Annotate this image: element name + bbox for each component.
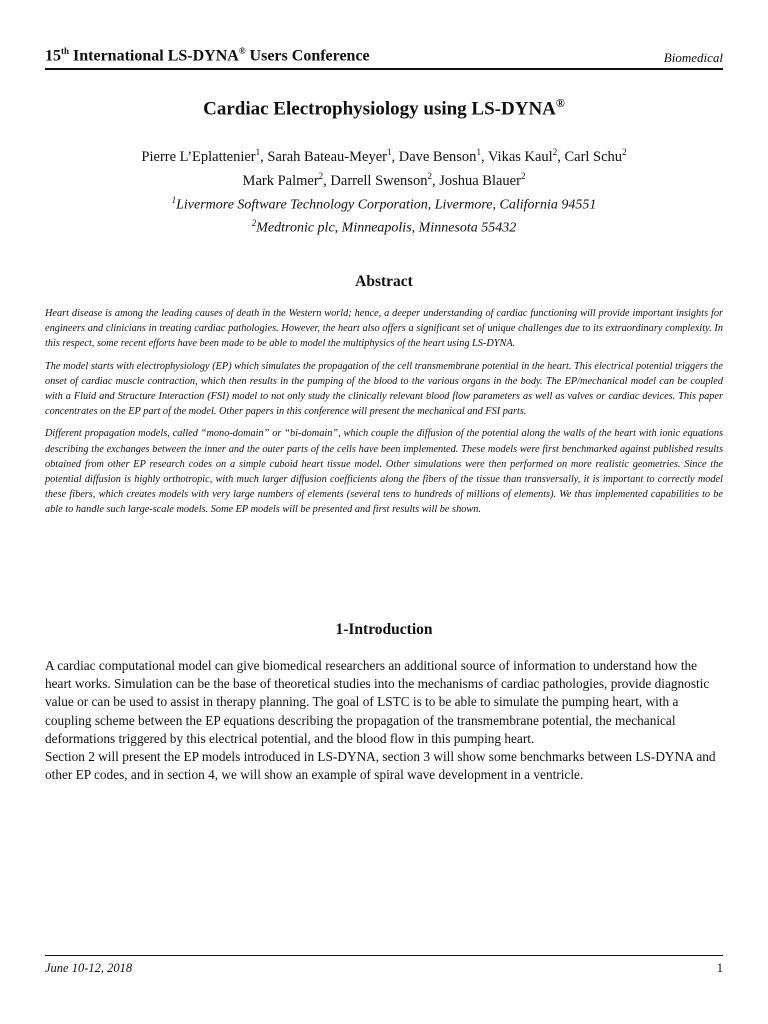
author-name: Pierre L’Eplattenier [141, 148, 256, 165]
header-rule [45, 68, 723, 70]
author-affiliation-number: 2 [552, 147, 558, 157]
author-block [0, 143, 768, 238]
author-separator: , [260, 148, 268, 165]
footer-rule [45, 955, 723, 956]
footer-date: June 10-12, 2018 [45, 961, 133, 975]
author [564, 149, 626, 165]
conference-ordinal: 15 [45, 47, 61, 65]
author [267, 149, 391, 165]
abstract-body [45, 306, 723, 525]
author [399, 149, 481, 165]
author-affiliation-number: 2 [520, 170, 526, 181]
paper-title-text: Cardiac Electrophysiology using LS-DYNA [203, 98, 556, 120]
abstract-paragraph: Different propagation models, called “mono-domain” or “bi-domain”, which couple the diffusion of the potential along the walls of the heart with ionic equations describing the exchanges between the inner and the outer parts of the cells have been implemented. These models were first benchmarked against published results obtained from other EP research codes on a simple cuboid heart tissue model. Other simulations were then performed on more realistic geometries. Since the potential diffusion is highly orthotropic, with much larger diffusion coefficients along the fibers of the tissue than transversally, it is important to correctly model these fibers, which creates models with very large numbers of elements (several tens to hundreds of millions of elements). We thus implemented capabilities to be able to handle such large-scale models. Some EP models will be presented and first results will be shown. [45, 428, 723, 516]
conference-name-part-b: Users Conference [245, 47, 370, 65]
affiliation-number: 2 [251, 218, 257, 229]
paper-title [0, 96, 768, 120]
author [439, 170, 526, 189]
affiliation-1 [0, 191, 768, 215]
registered-mark: ® [238, 46, 246, 56]
author-affiliation-number: 1 [255, 147, 261, 157]
affiliation-number: 1 [171, 194, 177, 205]
authors-line-2 [0, 167, 768, 191]
page-number: 1 [716, 961, 723, 975]
conference-name-part-a: International LS-DYNA [69, 47, 239, 65]
author [330, 170, 432, 189]
author [141, 149, 260, 165]
running-header [45, 44, 723, 68]
conference-ordinal-suffix: th [61, 46, 70, 56]
author-separator: , [480, 148, 488, 165]
author-separator: , [323, 172, 331, 189]
author-name: Dave Benson [398, 148, 477, 165]
author-name: Sarah Bateau-Meyer [267, 148, 387, 165]
abstract-paragraph: Heart disease is among the leading causes of death in the Western world; hence, a deeper understanding of cardiac functioning will provide important insights for engineers and clinicians in treating cardiac pathologies. However, the heart also offers a significant set of unique challenges due to its extraordinary complexity. In this respect, some recent efforts have been made to be able to model the multiphysics of the heart using LS-DYNA. [45, 308, 723, 350]
affiliation-2 [0, 214, 768, 238]
abstract-heading: Abstract [355, 273, 413, 290]
author-affiliation-number: 1 [386, 147, 392, 157]
intro-paragraph: A cardiac computational model can give biomedical researchers an additional source of information to understand how the heart works. Simulation can be the base of theoretical studies into the mechanisms of cardiac pathologies, provide diagnostic value or can be used to assist in therapy planning. The goal of LSTC is to be able to simulate the pumping heart, with a coupling scheme between the EP equations describing the propagation of the transmembrane potential, the mechanical deformations triggered by this electrical potential, and the blood flow in this pumping heart. [45, 658, 710, 746]
author-separator: , [391, 148, 399, 165]
author [488, 149, 557, 165]
author-name: Darrell Swenson [330, 172, 428, 189]
author-affiliation-number: 1 [476, 147, 481, 157]
author-name: Carl Schu [564, 148, 623, 165]
author-affiliation-number: 2 [318, 170, 324, 181]
abstract-paragraph: The model starts with electrophysiology (EP) which simulates the propagation of the cell transmembrane potential in the heart. This electrical potential triggers the onset of cardiac muscle contraction, which then results in the pumping of the blood to the various organs in the body. The EP/mechanical model can be coupled with a Fluid and Structure Interaction (FSI) model to not only study the clinically relevant blood flow parameters as well as valves or cardiac devices. This paper concentrates on the EP part of the model. Other papers in this conference will present the mechanical and FSI parts. [45, 360, 723, 418]
introduction-heading: 1-Introduction [335, 621, 433, 638]
author-name: Mark Palmer [242, 172, 319, 189]
section-label: Biomedical [663, 50, 723, 65]
author-affiliation-number: 2 [622, 147, 627, 157]
author [242, 170, 324, 189]
affiliation-text: Livermore Software Technology Corporation, Livermore, California 94551 [176, 197, 597, 213]
title-registered-mark: ® [555, 96, 565, 110]
author-name: Vikas Kaul [487, 148, 553, 165]
authors-line-1 [0, 143, 768, 167]
conference-title [45, 46, 370, 65]
affiliation-text: Medtronic plc, Minneapolis, Minnesota 55432 [256, 220, 517, 236]
author-separator: , [431, 172, 440, 189]
intro-paragraph: Section 2 will present the EP models introduced in LS-DYNA, section 3 will show some benchmarks between LS-DYNA and other EP codes, and in section 4, we will show an example of spiral wave development in a ventricle. [45, 749, 716, 783]
author-affiliation-number: 2 [427, 170, 432, 181]
author-separator: , [557, 148, 565, 165]
author-name: Joshua Blauer [439, 172, 521, 189]
introduction-body [45, 657, 723, 784]
